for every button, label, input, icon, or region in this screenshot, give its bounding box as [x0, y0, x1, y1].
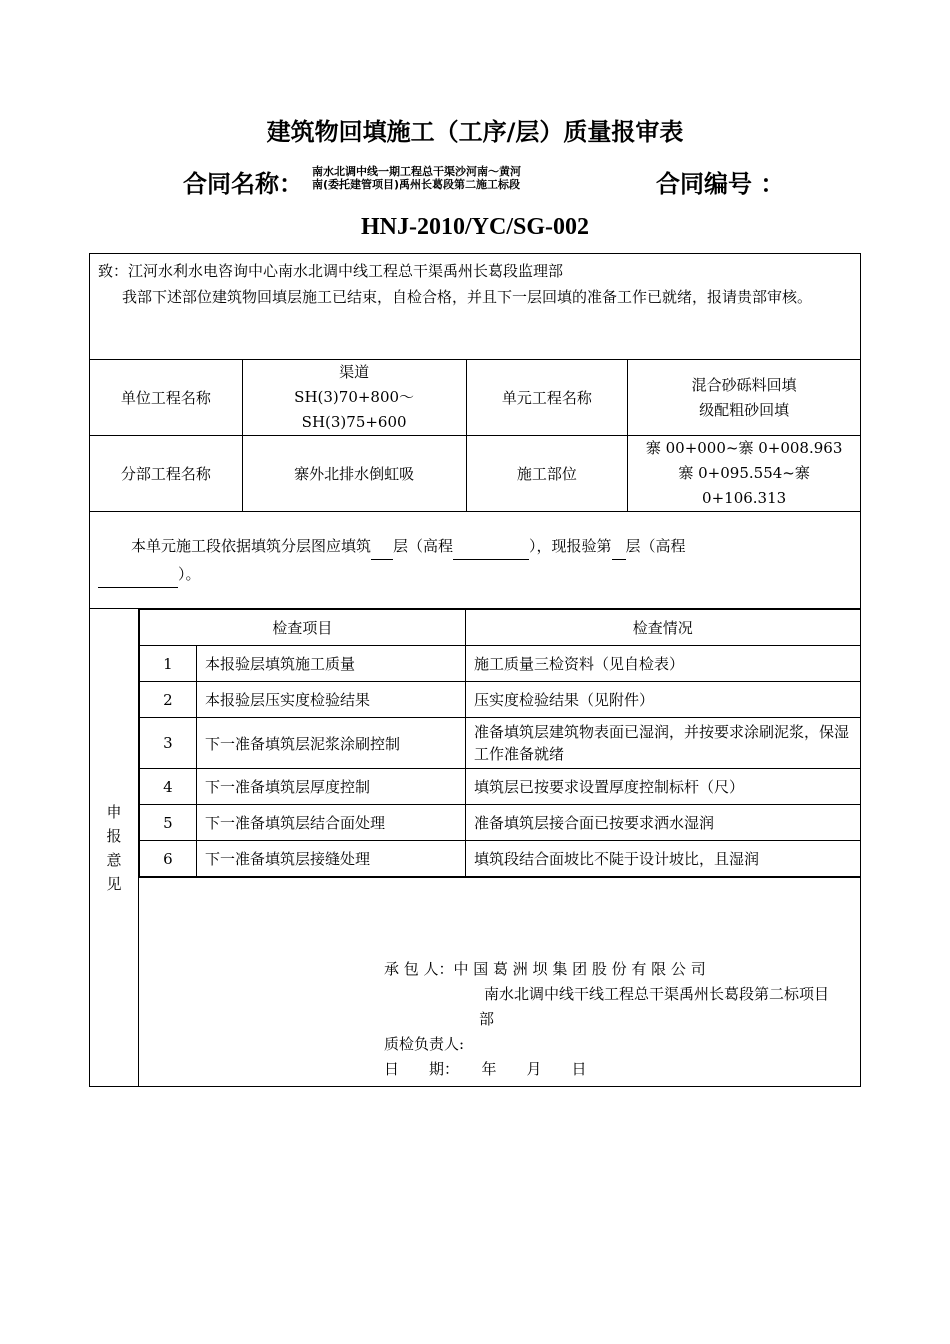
row-status: 准备填筑层建筑物表面已湿润，并按要求涂刷泥浆，保湿工作准备就绪	[465, 718, 860, 769]
qc-line: 质检负责人:	[383, 1035, 464, 1053]
contract-row	[0, 162, 950, 198]
checks-header-status: 检查情况	[465, 610, 860, 646]
form-title: 建筑物回填施工（工序/层）质量报审表	[266, 118, 684, 146]
layer-number-blank	[612, 559, 626, 560]
signature-cell	[138, 878, 860, 1087]
date-line: 日 期： 年 月 日	[383, 1060, 587, 1078]
layer-statement	[90, 512, 861, 609]
layer-text-2: 层（高程	[393, 537, 454, 555]
unit-project-line2: SH(3)70+800～SH(3)75+600	[294, 388, 415, 431]
unit-project-line1: 渠道	[339, 363, 370, 381]
row-no: 2	[139, 682, 196, 718]
row-status: 准备填筑层接合面已按要求洒水湿润	[465, 805, 860, 841]
table-row	[139, 682, 860, 718]
side-char-1: 申	[106, 802, 122, 821]
table-row	[139, 805, 860, 841]
layer-text-1: 本单元施工段依据填筑分层图应填筑	[131, 537, 372, 555]
site-value	[628, 436, 861, 512]
contract-name-line1: 南水北调中线一期工程总干渠沙河南～黄河	[312, 165, 521, 178]
checks-cell	[138, 609, 860, 878]
element-project-label: 单元工程名称	[466, 360, 628, 436]
dept-line1: 南水北调中线干线工程总干渠禹州长葛段第二标项目	[483, 985, 829, 1003]
site-line1: 寨 00+000~寨 0+008.963	[645, 439, 843, 457]
row-status: 压实度检验结果（见附件）	[465, 682, 860, 718]
site-label: 施工部位	[466, 436, 628, 512]
checks-table	[139, 609, 861, 877]
elevation-blank-2	[98, 587, 178, 588]
row-status: 施工质量三检资料（见自检表）	[465, 646, 860, 682]
row-no: 6	[139, 841, 196, 877]
element-project-line2: 级配粗砂回填	[699, 400, 790, 419]
form-code: HNJ-2010/YC/SG-002	[361, 214, 589, 240]
sub-project-label: 分部工程名称	[90, 436, 243, 512]
address-cell	[90, 254, 861, 360]
element-project-value	[628, 360, 861, 436]
table-row	[139, 718, 860, 769]
table-row	[139, 769, 860, 805]
unit-project-value	[242, 360, 466, 436]
side-char-2: 报	[106, 826, 122, 845]
row-item: 下一准备填筑层结合面处理	[196, 805, 465, 841]
report-table	[89, 253, 861, 1087]
elevation-blank-1	[453, 559, 529, 560]
address-to: 致：江河水利水电咨询中心南水北调中线工程总干渠禹州长葛段监理部	[98, 262, 564, 280]
row-no: 3	[139, 718, 196, 769]
layer-count-blank	[371, 559, 393, 560]
row-item: 本报验层填筑施工质量	[196, 646, 465, 682]
unit-project-label: 单位工程名称	[90, 360, 243, 436]
address-body: 我部下述部位建筑物回填层施工已结束，自检合格，并且下一层回填的准备工作已就绪，报请贵部审核。	[122, 288, 813, 306]
contractor-line: 承 包 人：中 国 葛 洲 坝 集 团 股 份 有 限 公 司	[383, 960, 706, 978]
checks-header-item: 检查项目	[139, 610, 465, 646]
contract-no-label: 合同编号 ：	[656, 170, 785, 198]
site-line2: 寨 0+095.554~寨 0+106.313	[678, 464, 810, 507]
table-row	[139, 841, 860, 877]
layer-text-4: 层（高程	[625, 537, 686, 555]
row-status: 填筑段结合面坡比不陡于设计坡比，且湿润	[465, 841, 860, 877]
row-item: 本报验层压实度检验结果	[196, 682, 465, 718]
layer-text-5: ）。	[178, 565, 201, 583]
side-label	[90, 609, 139, 1087]
row-no: 5	[139, 805, 196, 841]
contract-name-label: 合同名称：	[183, 170, 303, 198]
dept-line2: 部	[478, 1010, 494, 1028]
sub-project-value: 寨外北排水倒虹吸	[242, 436, 466, 512]
row-no: 4	[139, 769, 196, 805]
side-char-3: 意	[106, 850, 122, 869]
side-char-4: 见	[106, 874, 122, 893]
element-project-line1: 混合砂砾料回填	[691, 375, 797, 394]
row-item: 下一准备填筑层厚度控制	[196, 769, 465, 805]
layer-text-3: ），现报验第	[529, 537, 612, 555]
row-status: 填筑层已按要求设置厚度控制标杆（尺）	[465, 769, 860, 805]
row-item: 下一准备填筑层接缝处理	[196, 841, 465, 877]
contract-name-line2: 南(委托建管项目)禹州长葛段第二施工标段	[312, 178, 521, 191]
contract-name-value	[312, 165, 521, 191]
row-no: 1	[139, 646, 196, 682]
table-row	[139, 646, 860, 682]
row-item: 下一准备填筑层泥浆涂刷控制	[196, 718, 465, 769]
